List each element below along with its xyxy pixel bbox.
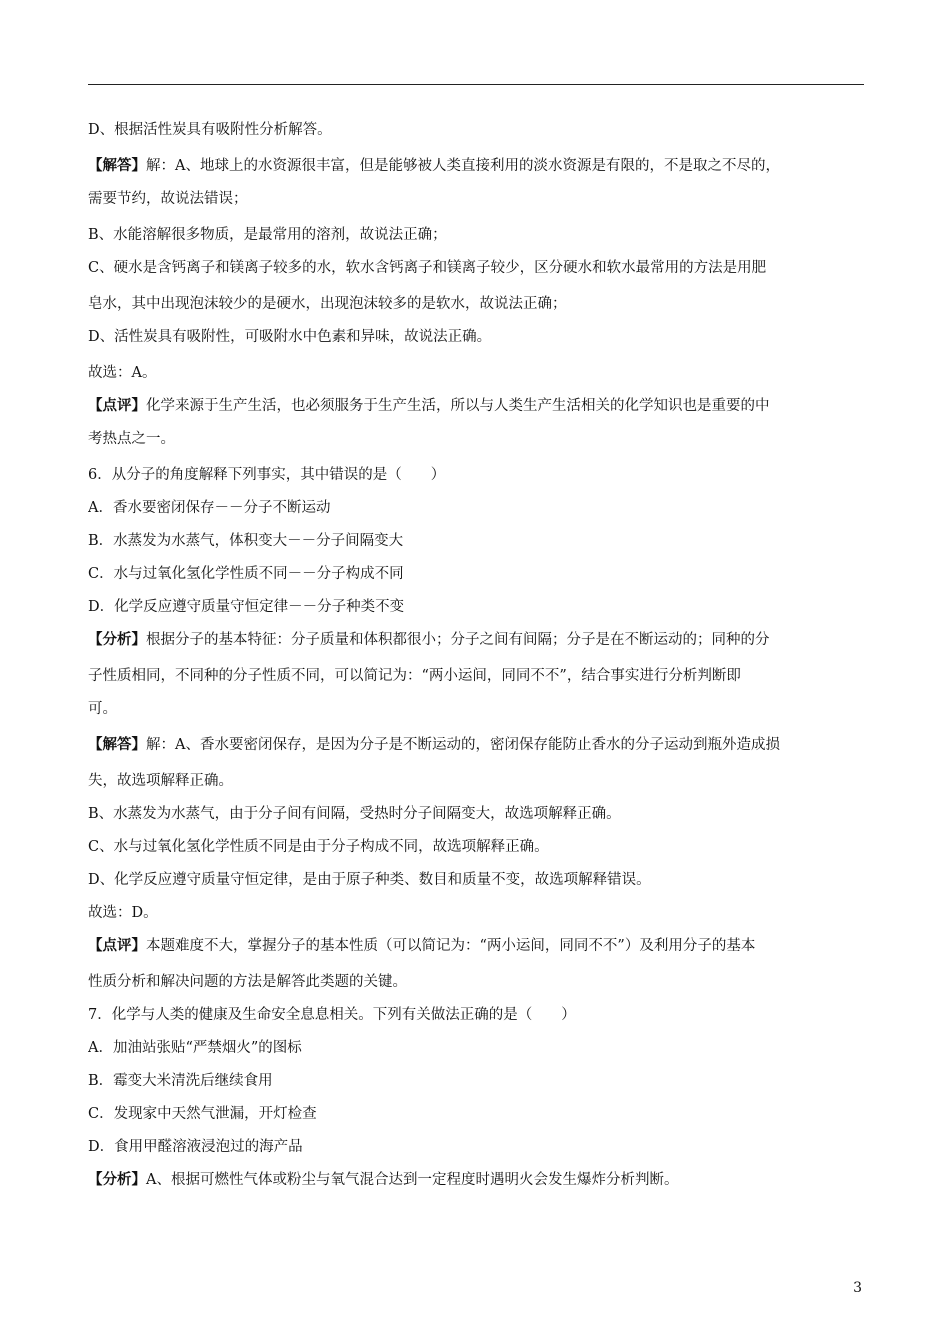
tagged-text-line <box>88 396 864 416</box>
text-line <box>88 225 864 245</box>
text-line <box>88 1104 864 1124</box>
line-text: D、化学反应遵守质量守恒定律，是由于原子种类、数目和质量不变，故选项解释错误。 <box>88 872 651 888</box>
line-text: 故选：D。 <box>88 905 158 921</box>
line-text: 故选：A。 <box>88 365 157 381</box>
text-line <box>88 363 864 383</box>
line-text: 6．从分子的角度解释下列事实，其中错误的是（ ） <box>88 467 446 483</box>
line-text: 考热点之一。 <box>88 431 175 447</box>
text-line <box>88 1038 864 1058</box>
tagged-text-line <box>88 936 864 956</box>
line-text: C．水与过氧化氢化学性质不同－－分子构成不同 <box>88 566 404 582</box>
line-text: C．发现家中天然气泄漏，开灯检查 <box>88 1106 317 1122</box>
line-text: 性质分析和解决问题的方法是解答此类题的关键。 <box>88 974 407 990</box>
text-line <box>88 120 864 140</box>
text-line <box>88 498 864 518</box>
line-text: B．水蒸发为水蒸气，体积变大－－分子间隔变大 <box>88 533 404 549</box>
line-text: 解：A、地球上的水资源很丰富，但是能够被人类直接利用的淡水资源是有限的，不是取之不尽的， <box>146 158 780 174</box>
text-line <box>88 1005 864 1025</box>
section-tag: 【点评】 <box>88 937 146 954</box>
text-line <box>88 699 864 719</box>
line-text: 根据分子的基本特征：分子质量和体积都很小；分子之间有间隔；分子是在不断运动的；同种的分 <box>146 632 770 648</box>
text-line <box>88 258 864 278</box>
text-line <box>88 972 864 992</box>
text-line <box>88 465 864 485</box>
section-tag: 【解答】 <box>88 736 146 753</box>
text-line <box>88 837 864 857</box>
line-text: 失，故选项解释正确。 <box>88 773 233 789</box>
tagged-text-line <box>88 1170 864 1190</box>
text-line <box>88 1137 864 1157</box>
line-text: 皂水，其中出现泡沫较少的是硬水，出现泡沫较多的是软水，故说法正确； <box>88 296 567 312</box>
line-text: 可。 <box>88 701 117 717</box>
line-text: 子性质相同，不同种的分子性质不同，可以简记为：“两小运间，同同不不”，结合事实进行分析判断即 <box>88 668 741 684</box>
text-line <box>88 903 864 923</box>
text-line <box>88 564 864 584</box>
text-line <box>88 1071 864 1091</box>
text-line <box>88 870 864 890</box>
text-line <box>88 804 864 824</box>
text-line <box>88 327 864 347</box>
section-tag: 【分析】 <box>88 1171 146 1188</box>
line-text: B、水能溶解很多物质，是最常用的溶剂，故说法正确； <box>88 227 447 243</box>
line-text: B．霉变大米清洗后继续食用 <box>88 1073 273 1089</box>
line-text: C、水与过氧化氢化学性质不同是由于分子构成不同，故选项解释正确。 <box>88 839 549 855</box>
section-tag: 【解答】 <box>88 157 146 174</box>
line-text: D．化学反应遵守质量守恒定律－－分子种类不变 <box>88 599 405 615</box>
section-tag: 【点评】 <box>88 397 146 414</box>
text-line <box>88 771 864 791</box>
line-text: D、活性炭具有吸附性，可吸附水中色素和异味，故说法正确。 <box>88 329 492 345</box>
text-line <box>88 531 864 551</box>
header-rule <box>88 84 864 85</box>
document-body <box>88 120 864 1190</box>
section-tag: 【分析】 <box>88 631 146 648</box>
line-text: 化学来源于生产生活，也必须服务于生产生活，所以与人类生产生活相关的化学知识也是重要的中 <box>146 398 770 414</box>
text-line <box>88 597 864 617</box>
line-text: D．食用甲醛溶液浸泡过的海产品 <box>88 1139 303 1155</box>
text-line <box>88 429 864 449</box>
line-text: C、硬水是含钙离子和镁离子较多的水，软水含钙离子和镁离子较少，区分硬水和软水最常用的方法是用肥 <box>88 260 767 276</box>
text-line <box>88 294 864 314</box>
line-text: 7．化学与人类的健康及生命安全息息相关。下列有关做法正确的是（ ） <box>88 1007 576 1023</box>
line-text: 解：A、香水要密闭保存，是因为分子是不断运动的，密闭保存能防止香水的分子运动到瓶外造成损 <box>146 737 780 753</box>
tagged-text-line <box>88 156 864 176</box>
tagged-text-line <box>88 735 864 755</box>
line-text: D、根据活性炭具有吸附性分析解答。 <box>88 122 332 138</box>
line-text: A、根据可燃性气体或粉尘与氧气混合达到一定程度时遇明火会发生爆炸分析判断。 <box>146 1172 679 1188</box>
tagged-text-line <box>88 630 864 650</box>
line-text: 本题难度不大，掌握分子的基本性质（可以简记为：“两小运间，同同不不”）及利用分子的基本 <box>146 938 756 954</box>
line-text: B、水蒸发为水蒸气，由于分子间有间隔，受热时分子间隔变大，故选项解释正确。 <box>88 806 621 822</box>
line-text: 需要节约，故说法错误； <box>88 191 248 207</box>
text-line <box>88 666 864 686</box>
page-number: 3 <box>853 1280 862 1296</box>
line-text: A．加油站张贴“严禁烟火”的图标 <box>88 1040 302 1056</box>
line-text: A．香水要密闭保存－－分子不断运动 <box>88 500 331 516</box>
text-line <box>88 189 864 209</box>
